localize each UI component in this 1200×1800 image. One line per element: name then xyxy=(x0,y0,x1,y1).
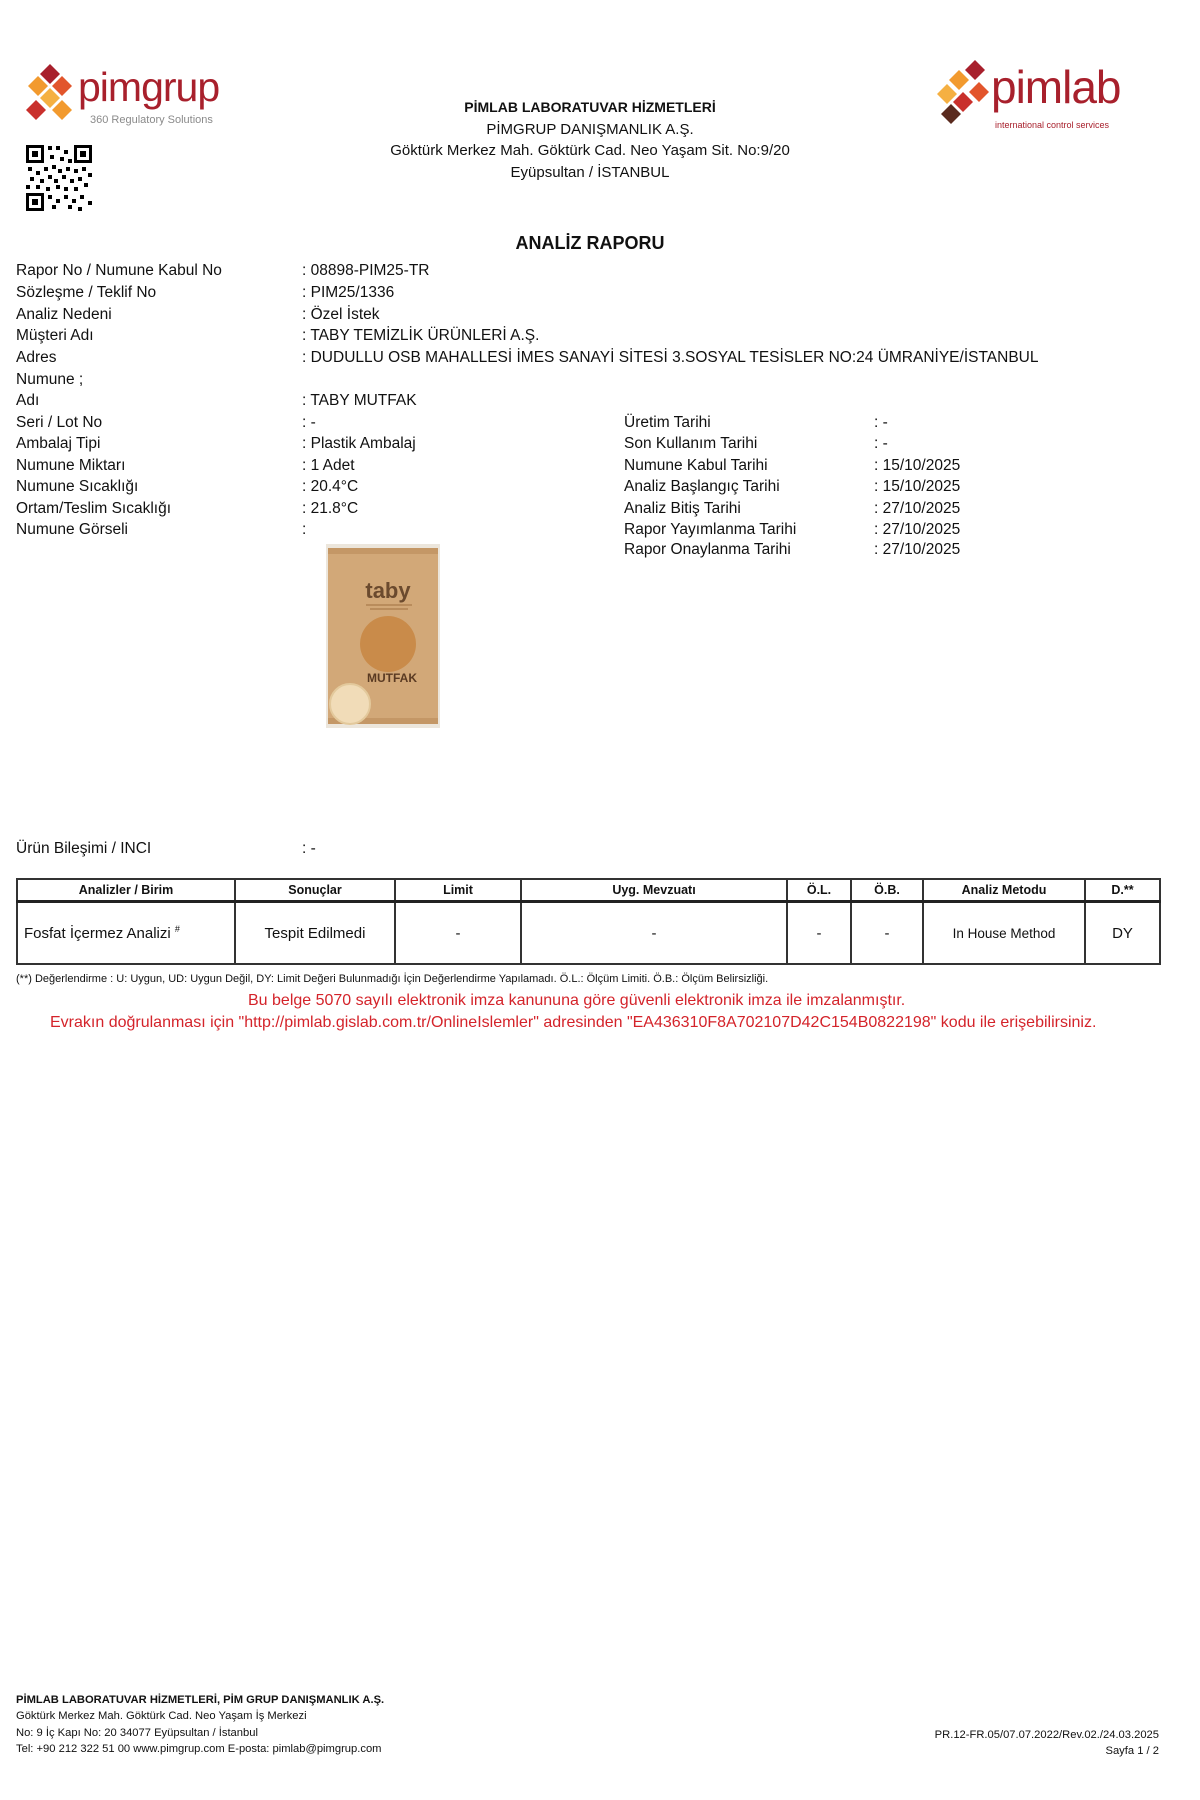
pimgrup-tagline: 360 Regulatory Solutions xyxy=(90,114,213,126)
cell-analiz-text: Fosfat İçermez Analizi xyxy=(24,925,171,942)
product-pouch-icon xyxy=(326,544,440,728)
footer-addr1: Göktürk Merkez Mah. Göktürk Cad. Neo Yaşam İş Merkezi xyxy=(16,1710,307,1723)
cell-analiz-mark: # xyxy=(174,924,180,934)
yayim-value: : 27/10/2025 xyxy=(874,521,961,538)
baslangic-label: Analiz Başlangıç Tarihi xyxy=(624,478,780,495)
report-title: ANALİZ RAPORU xyxy=(515,233,665,253)
footer-contact: Tel: +90 212 322 51 00 www.pimgrup.com E-posta: pimlab@pimgrup.com xyxy=(16,1743,382,1756)
inci-value: : - xyxy=(302,840,316,857)
pimgrup-mark-icon xyxy=(22,62,78,122)
header-limit: Limit xyxy=(395,879,521,902)
cell-degerlendirme: DY xyxy=(1085,902,1160,965)
uretim-value: : - xyxy=(874,414,888,431)
footer-meta xyxy=(880,1727,1159,1760)
ortam-label: Ortam/Teslim Sıcaklığı xyxy=(16,500,172,517)
seri-value: : - xyxy=(302,414,316,431)
sicaklik-value: : 20.4°C xyxy=(302,478,359,495)
table-header-row xyxy=(17,879,1160,902)
footer-page: Sayfa 1 / 2 xyxy=(1105,1745,1159,1758)
uretim-label: Üretim Tarihi xyxy=(624,414,711,431)
header-line-3: Göktürk Merkez Mah. Göktürk Cad. Neo Yaşam Sit. No:9/20 xyxy=(390,142,790,159)
lab-header xyxy=(320,97,860,183)
pouch-name-text: MUTFAK xyxy=(367,671,417,685)
onay-label: Rapor Onaylanma Tarihi xyxy=(624,541,791,558)
adres-value: : DUDULLU OSB MAHALLESİ İMES SANAYİ SİTESİ 3.SOSYAL TESİSLER NO:24 ÜMRANİYE/İSTANBUL xyxy=(302,349,1039,366)
gorsel-label: Numune Görseli xyxy=(16,521,128,538)
header-analizler: Analizler / Birim xyxy=(17,879,235,902)
rapor-no-value: : 08898-PIM25-TR xyxy=(302,262,430,279)
cell-metod: In House Method xyxy=(923,902,1085,965)
qr-code-icon xyxy=(24,143,94,213)
pimgrup-brand: pimgrup xyxy=(78,64,220,110)
miktar-value: : 1 Adet xyxy=(302,457,355,474)
pimlab-mark-icon xyxy=(935,58,991,124)
gorsel-value: : xyxy=(302,521,307,538)
header-line-1: PİMLAB LABORATUVAR HİZMETLERİ xyxy=(464,99,716,115)
footer-form-code: PR.12-FR.05/07.07.2022/Rev.02./24.03.2025 xyxy=(934,1729,1159,1741)
son-kullanim-value: : - xyxy=(874,435,888,452)
header-ob: Ö.B. xyxy=(851,879,923,902)
header-sonuclar: Sonuçlar xyxy=(235,879,395,902)
analiz-nedeni-label: Analiz Nedeni xyxy=(16,306,112,323)
pimlab-brand: pimlab xyxy=(991,61,1121,113)
e-signature-notice: Bu belge 5070 sayılı elektronik imza kanununa göre güvenli elektronik imza ile imzalanmıştır. xyxy=(248,992,906,1009)
results-table xyxy=(16,878,1161,965)
header-line-4: Eyüpsultan / İSTANBUL xyxy=(510,163,670,181)
bitis-label: Analiz Bitiş Tarihi xyxy=(624,500,741,517)
musteri-value: : TABY TEMİZLİK ÜRÜNLERİ A.Ş. xyxy=(302,327,540,344)
footer-company: PİMLAB LABORATUVAR HİZMETLERİ, PİM GRUP DANIŞMANLIK A.Ş. xyxy=(16,1694,385,1706)
baslangic-value: : 15/10/2025 xyxy=(874,478,961,495)
inci-label: Ürün Bileşimi / INCI xyxy=(16,840,152,857)
pouch-brand-text: taby xyxy=(365,578,411,603)
onay-value: : 27/10/2025 xyxy=(874,541,961,558)
adi-label: Adı xyxy=(16,392,40,409)
cell-sonuc: Tespit Edilmedi xyxy=(235,902,395,965)
header-line-2: PİMGRUP DANIŞMANLIK A.Ş. xyxy=(486,120,694,138)
rapor-no-label: Rapor No / Numune Kabul No xyxy=(16,262,222,279)
header-ol: Ö.L. xyxy=(787,879,851,902)
pimgrup-logo xyxy=(22,62,222,134)
header-metod: Analiz Metodu xyxy=(923,879,1085,902)
sample-image xyxy=(326,544,440,728)
sozlesme-value: : PIM25/1336 xyxy=(302,284,395,301)
pimlab-logo xyxy=(935,58,1121,138)
ambalaj-label: Ambalaj Tipi xyxy=(16,435,101,452)
sicaklik-label: Numune Sıcaklığı xyxy=(16,478,139,495)
cell-limit: - xyxy=(395,902,521,965)
evaluation-legend: (**) Değerlendirme : U: Uygun, UD: Uygun Değil, DY: Limit Değeri Bulunmadığı İçin Değerlendirme Yapılamadı. Ö.L.: Ölçüm Limiti. Ö.B.: Ölçüm Belirsizliği. xyxy=(16,973,769,985)
musteri-label: Müşteri Adı xyxy=(16,327,94,344)
header-mevzuat: Uyg. Mevzuatı xyxy=(521,879,787,902)
cell-analiz xyxy=(17,902,235,965)
ambalaj-value: : Plastik Ambalaj xyxy=(302,435,416,452)
qr-code xyxy=(24,143,94,213)
kabul-value: : 15/10/2025 xyxy=(874,457,961,474)
bitis-value: : 27/10/2025 xyxy=(874,500,961,517)
cell-ol: - xyxy=(787,902,851,965)
footer-address xyxy=(16,1692,384,1758)
pimlab-tagline: international control services xyxy=(995,120,1110,130)
footer-addr2: No: 9 İç Kapı No: 20 34077 Eyüpsultan / İstanbul xyxy=(16,1726,258,1739)
adres-label: Adres xyxy=(16,349,57,366)
miktar-label: Numune Miktarı xyxy=(16,457,126,474)
numune-label: Numune ; xyxy=(16,371,84,388)
kabul-label: Numune Kabul Tarihi xyxy=(624,457,768,474)
analiz-nedeni-value: : Özel İstek xyxy=(302,306,380,323)
verification-notice: Evrakın doğrulanması için "http://pimlab.gislab.com.tr/OnlineIslemler" adresinden "EA436310F8A702107D42C154B0822198" kodu ile erişebilirsiniz. xyxy=(50,1014,1097,1031)
table-row xyxy=(17,902,1160,965)
adi-value: : TABY MUTFAK xyxy=(302,392,417,409)
sozlesme-label: Sözleşme / Teklif No xyxy=(16,284,157,301)
cell-ob: - xyxy=(851,902,923,965)
ortam-value: : 21.8°C xyxy=(302,500,359,517)
yayim-label: Rapor Yayımlanma Tarihi xyxy=(624,521,797,538)
son-kullanim-label: Son Kullanım Tarihi xyxy=(624,435,758,452)
cell-mevzuat: - xyxy=(521,902,787,965)
seri-label: Seri / Lot No xyxy=(16,414,103,431)
header-degerlendirme: D.** xyxy=(1085,879,1160,902)
